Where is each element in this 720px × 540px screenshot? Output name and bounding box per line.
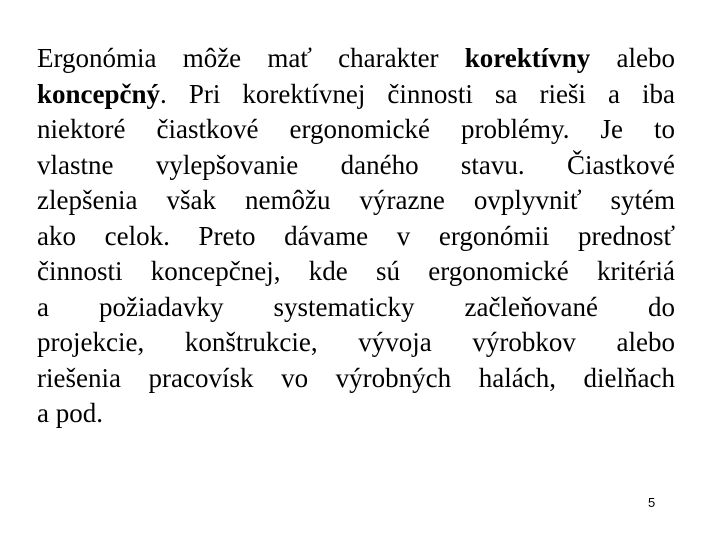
text-run: niektoré čiastkové ergonomické problémy. Je to — [37, 114, 675, 144]
text-run: projekcie, konštrukcie, vývoja výrobkov alebo — [37, 327, 675, 357]
text-run: alebo — [590, 43, 675, 73]
text-run: a pod. — [37, 398, 103, 428]
page-number: 5 — [648, 495, 656, 510]
text-run: . Pri korektívnej činnosti sa rieši a iba — [160, 78, 675, 109]
text-line — [37, 219, 675, 255]
text-line — [37, 254, 675, 290]
text-line — [37, 361, 675, 397]
text-line — [37, 290, 675, 326]
text-run: zlepšenia však nemôžu výrazne ovplyvniť sytém — [37, 185, 675, 215]
text-line — [37, 112, 675, 148]
body-paragraph — [37, 41, 675, 432]
text-run: ako celok. Preto dávame v ergonómii prednosť — [37, 220, 675, 251]
text-run: vlastne vylepšovanie daného stavu. Čiastkové — [37, 149, 675, 180]
text-line — [37, 77, 675, 113]
text-line — [37, 41, 675, 77]
text-run: činnosti koncepčnej, kde sú ergonomické kritériá — [37, 256, 675, 286]
text-line — [37, 183, 675, 219]
bold-term: korektívny — [464, 43, 591, 73]
bold-term: koncepčný — [37, 78, 161, 109]
text-run: riešenia pracovísk vo výrobných halách, dielňach — [37, 362, 675, 393]
text-line — [37, 148, 675, 184]
text-line — [37, 325, 675, 361]
text-run: Ergonómia môže mať charakter — [37, 43, 465, 73]
text-line — [37, 396, 675, 432]
text-run: a požiadavky systematicky začleňované do — [37, 291, 675, 322]
